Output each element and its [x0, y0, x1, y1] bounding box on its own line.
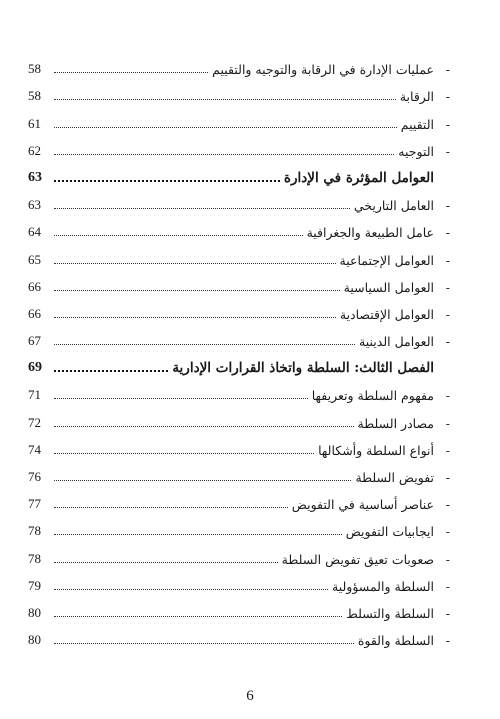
toc-section-heading: [28, 159, 450, 186]
toc-entry: [28, 186, 450, 213]
toc-entry: [28, 268, 450, 295]
toc-page-number: 66: [28, 278, 41, 294]
dot-leader: [54, 643, 354, 644]
toc-entry-dash: -: [445, 633, 450, 649]
toc-entry-dash: -: [445, 388, 450, 404]
toc-entry: [28, 403, 450, 430]
toc-entry-title: تفويض السلطة: [355, 470, 434, 485]
toc-entry-title: العوامل المؤثرة في الإدارة: [283, 169, 434, 186]
toc-entry-dash: -: [445, 470, 450, 485]
toc-entry: [28, 132, 450, 159]
toc-page-number: 63: [28, 197, 41, 213]
toc-entry-title: عامل الطبيعة والجغرافية: [306, 225, 434, 241]
toc-entry-dash: -: [445, 306, 450, 322]
toc-entry-title: العوامل الدينية: [359, 334, 434, 350]
toc-page-number: 65: [28, 251, 41, 267]
dot-leader: [54, 317, 336, 318]
toc-entry-dash: -: [445, 252, 450, 268]
toc-entry: [28, 431, 450, 458]
toc-entry-title: السلطة والقوة: [357, 633, 434, 649]
dot-leader: [54, 180, 280, 182]
dot-leader: [54, 290, 340, 291]
toc-entry-dash: -: [445, 116, 450, 132]
dot-leader: [54, 534, 342, 535]
toc-page-number: 78: [28, 523, 41, 539]
toc-page-number: 67: [28, 333, 41, 349]
toc-entry-dash: -: [445, 497, 450, 513]
toc-entry-title: التوجيه: [398, 143, 434, 159]
dot-leader: [54, 480, 351, 481]
toc-entry: [28, 240, 450, 267]
toc-entry-dash: -: [445, 279, 450, 295]
toc-entry-dash: -: [445, 578, 450, 594]
toc-entry-dash: -: [445, 524, 450, 540]
toc-entry-title: عمليات الإدارة في الرقابة والتوجيه والتقييم: [212, 62, 434, 78]
toc-entry-title: أنواع السلطة وأشكالها: [318, 442, 434, 458]
toc-entry-title: عناصر أساسية في التفويض: [291, 497, 434, 513]
dot-leader: [54, 589, 328, 590]
toc-section-heading: [28, 349, 450, 376]
toc-entry-dash: -: [445, 605, 450, 621]
toc-entry-title: مفهوم السلطة وتعريفها: [311, 388, 434, 404]
dot-leader: [54, 398, 308, 399]
dot-leader: [54, 426, 354, 427]
toc-entry-title: السلطة والمسؤولية: [332, 578, 434, 594]
toc-entry-title: ايجابيات التفويض: [345, 524, 434, 540]
dot-leader: [54, 344, 355, 345]
toc-entry: [28, 376, 450, 403]
dot-leader: [54, 235, 303, 236]
dot-leader: [54, 562, 278, 563]
toc-entry-title: العوامل السياسية: [343, 279, 434, 295]
toc-page-number: 72: [28, 414, 41, 430]
toc-page-number: 69: [28, 360, 42, 376]
toc-entry-dash: -: [445, 62, 450, 78]
dot-leader: [54, 263, 336, 264]
toc-page-number: 80: [28, 604, 41, 620]
toc-entry-dash: -: [445, 415, 450, 431]
toc-page-number: 74: [28, 441, 41, 457]
toc-page-number: 71: [28, 387, 41, 403]
dot-leader: [54, 127, 397, 128]
toc-entry: [28, 512, 450, 539]
toc-entry: [28, 539, 450, 566]
toc-entry: [28, 621, 450, 648]
toc-entry-dash: -: [445, 143, 450, 159]
toc-entry-title: صعوبات تعيق تفويض السلطة: [281, 551, 434, 567]
toc-entry-dash: -: [445, 198, 450, 214]
toc-entry-title: العامل التاريخي: [353, 198, 434, 214]
dot-leader: [54, 453, 314, 454]
toc-page-number: 58: [28, 88, 41, 104]
dot-leader: [54, 208, 350, 209]
toc-page-number: 64: [28, 224, 41, 240]
dot-leader: [54, 99, 396, 100]
toc-page-number: 80: [28, 632, 41, 648]
toc-page-number: 66: [28, 305, 41, 321]
toc-page-number: 61: [28, 115, 41, 131]
toc-entry: [28, 295, 450, 322]
toc-entry-title: الفصل الثالث: السلطة واتخاذ القرارات الإدارية: [172, 360, 434, 377]
toc-page-number: 79: [28, 577, 41, 593]
toc-entry: [28, 213, 450, 240]
toc-entry: [28, 77, 450, 104]
dot-leader: [54, 154, 394, 155]
toc-page-number: 58: [28, 61, 41, 77]
toc-entry-title: العوامل الإقتصادية: [339, 306, 434, 322]
toc-entry-title: التقييم: [400, 116, 434, 132]
toc-entry: [28, 594, 450, 621]
toc-entry-title: العوامل الإجتماعية: [339, 252, 434, 268]
toc-page-number: 76: [28, 469, 41, 484]
page-number: 6: [246, 688, 254, 704]
toc-entry: [28, 458, 450, 485]
toc-entry-dash: -: [445, 442, 450, 458]
dot-leader: [54, 370, 168, 372]
toc-page-number: 62: [28, 142, 41, 158]
dot-leader: [54, 507, 288, 508]
toc-entry: [28, 567, 450, 594]
toc-entry: [28, 322, 450, 349]
toc-entry-dash: -: [445, 551, 450, 567]
toc-entry-title: مصادر السلطة: [357, 415, 434, 431]
dot-leader: [54, 616, 342, 617]
toc-entry: [28, 104, 450, 131]
toc-page-number: 78: [28, 550, 41, 566]
toc-entry-dash: -: [445, 225, 450, 241]
toc-entry-dash: -: [445, 334, 450, 350]
toc-page-number: 63: [28, 169, 42, 185]
toc-page-number: 77: [28, 496, 41, 512]
toc-entry-dash: -: [445, 89, 450, 105]
toc-entry: [28, 485, 450, 512]
toc-entry-title: الرقابة: [399, 89, 434, 105]
table-of-contents: [28, 50, 450, 648]
toc-entry-title: السلطة والتسلط: [346, 605, 434, 621]
dot-leader: [54, 72, 208, 73]
toc-entry: [28, 50, 450, 77]
